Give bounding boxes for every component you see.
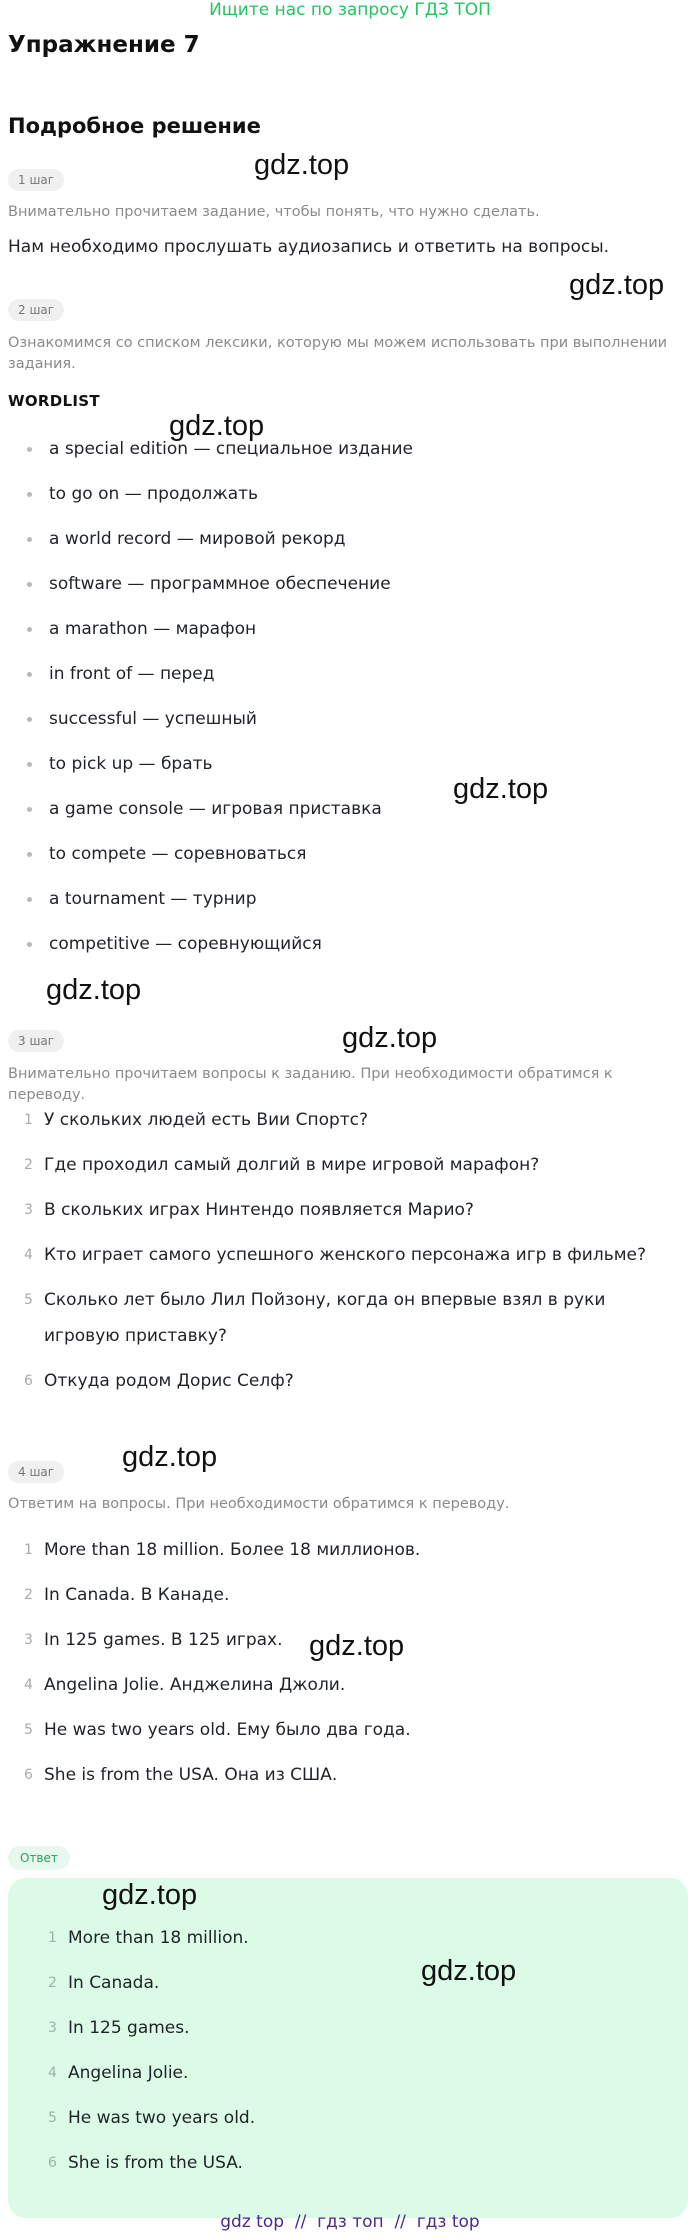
- wordlist-item: a game console — игровая приставка: [0, 795, 700, 840]
- wordlist-item: software — программное обеспечение: [0, 570, 700, 615]
- list-item: 5 Сколько лет было Лил Пойзону, когда он впервые взял в руки игровую приставку?: [24, 1290, 606, 1346]
- step-badge-4: 4 шаг: [8, 1461, 64, 1483]
- bullet-icon: [27, 807, 32, 812]
- wordlist: [0, 435, 700, 975]
- list-item: 3 In 125 games. В 125 играх.: [24, 1630, 283, 1650]
- answer-list: [0, 1923, 700, 2193]
- list-item: 3 В скольких играх Нинтендо появляется Марио?: [24, 1200, 474, 1220]
- wordlist-item: competitive — соревнующийся: [0, 930, 700, 975]
- wordlist-item: a marathon — марафон: [0, 615, 700, 660]
- questions-list: [0, 1102, 700, 1399]
- answer-item: 4 Angelina Jolie.: [48, 2063, 189, 2083]
- step-badge-3: 3 шаг: [8, 1030, 64, 1052]
- list-item: 6 Откуда родом Дорис Селф?: [24, 1371, 294, 1391]
- list-item: 2 In Canada. В Канаде.: [24, 1585, 230, 1605]
- watermark: gdz.top: [309, 1630, 405, 1662]
- bullet-icon: [27, 672, 32, 677]
- list-item: 5 He was two years old. Ему было два года.: [24, 1720, 411, 1740]
- answer-item: 5 He was two years old.: [48, 2108, 256, 2128]
- wordlist-item: a tournament — турнир: [0, 885, 700, 930]
- bullet-icon: [27, 942, 32, 947]
- wordlist-item: successful — успешный: [0, 705, 700, 750]
- bullet-icon: [27, 852, 32, 857]
- watermark: gdz.top: [254, 149, 350, 181]
- list-item: 1 More than 18 million. Более 18 миллионов.: [24, 1540, 421, 1560]
- step-hint-3: Внимательно прочитаем вопросы к заданию. При необходимости обратимся к переводу.: [8, 1066, 613, 1103]
- bullet-icon: [27, 627, 32, 632]
- watermark: gdz.top: [46, 974, 142, 1006]
- list-item: 4 Angelina Jolie. Анджелина Джоли.: [24, 1675, 346, 1695]
- wordlist-item: to compete — соревноваться: [0, 840, 700, 885]
- watermark: gdz.top: [453, 773, 549, 805]
- list-item: 4 Кто играет самого успешного женского персонажа игр в фильме?: [24, 1245, 647, 1265]
- wordlist-item: in front of — перед: [0, 660, 700, 705]
- answer-item: 1 More than 18 million.: [48, 1928, 249, 1948]
- watermark: gdz.top: [569, 269, 665, 301]
- answers-detailed-list: [0, 1532, 700, 1802]
- watermark: gdz.top: [102, 1879, 198, 1911]
- step-hint-2: Ознакомимся со списком лексики, которую мы можем использовать при выполнении задания.: [8, 335, 668, 372]
- bullet-icon: [27, 897, 32, 902]
- step-badge-1: 1 шаг: [8, 169, 64, 191]
- watermark: gdz.top: [342, 1022, 438, 1054]
- bullet-icon: [27, 537, 32, 542]
- list-item: 6 She is from the USA. Она из США.: [24, 1765, 338, 1785]
- bullet-icon: [27, 447, 32, 452]
- bullet-icon: [27, 762, 32, 767]
- answer-badge: Ответ: [8, 1846, 70, 1870]
- watermark: gdz.top: [421, 1955, 517, 1987]
- watermark: gdz.top: [122, 1441, 218, 1473]
- top-banner[interactable]: Ищите нас по запросу ГДЗ ТОП: [209, 0, 491, 20]
- answer-item: 2 In Canada.: [48, 1973, 160, 1993]
- answer-item: 3 In 125 games.: [48, 2018, 190, 2038]
- answer-item: 6 She is from the USA.: [48, 2153, 243, 2173]
- wordlist-item: to pick up — брать: [0, 750, 700, 795]
- footer-links[interactable]: gdz top // гдз топ // гдз top: [220, 2212, 480, 2232]
- page-title: Упражнение 7: [8, 32, 200, 58]
- step-hint-1: Внимательно прочитаем задание, чтобы понять, что нужно сделать.: [8, 204, 540, 220]
- section-title: Подробное решение: [8, 114, 261, 138]
- wordlist-item: to go on — продолжать: [0, 480, 700, 525]
- wordlist-item: a special edition — специальное издание: [0, 435, 700, 480]
- bullet-icon: [27, 582, 32, 587]
- step-text-1: Нам необходимо прослушать аудиозапись и ответить на вопросы.: [8, 237, 610, 257]
- step-hint-4: Ответим на вопросы. При необходимости обратимся к переводу.: [8, 1496, 510, 1512]
- wordlist-item: a world record — мировой рекорд: [0, 525, 700, 570]
- step-badge-2: 2 шаг: [8, 299, 64, 321]
- wordlist-title: WORDLIST: [8, 392, 100, 410]
- watermark: gdz.top: [169, 410, 265, 442]
- bullet-icon: [27, 492, 32, 497]
- bullet-icon: [27, 717, 32, 722]
- list-item: 2 Где проходил самый долгий в мире игровой марафон?: [24, 1155, 540, 1175]
- list-item: 1 У скольких людей есть Вии Спортс?: [24, 1110, 369, 1130]
